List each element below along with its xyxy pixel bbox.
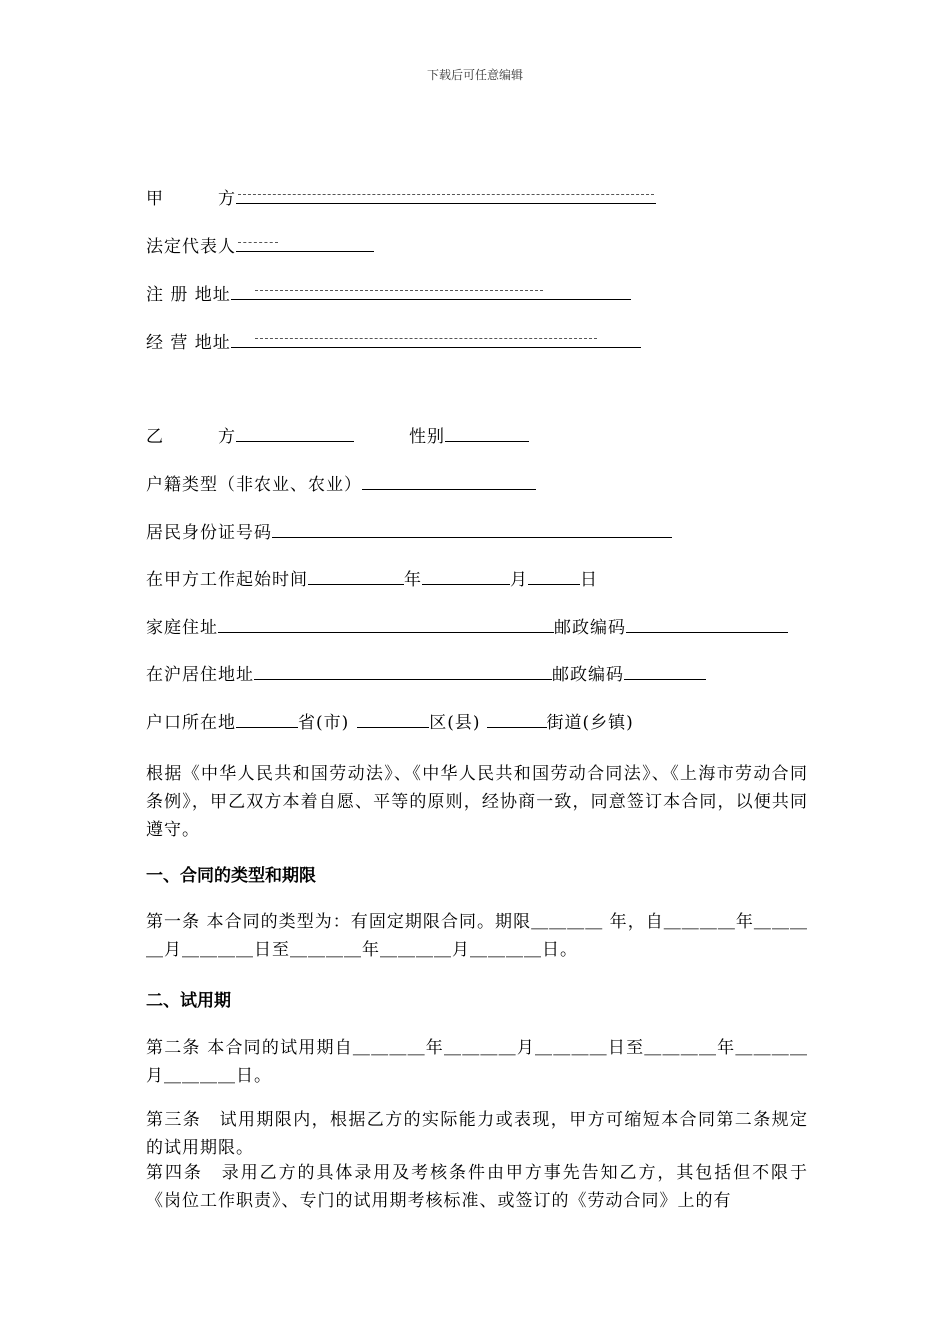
year-label: 年	[404, 570, 422, 590]
intro-paragraph: 根据《中华人民共和国劳动法》、《中华人民共和国劳动合同法》、《上海市劳动合同条例》，甲乙双方本着自愿、平等的原则，经协商一致，同意签订本合同，以便共同遵守。	[146, 764, 808, 840]
sh-addr-row	[146, 660, 706, 685]
legal-rep-label: 法定代表人	[146, 237, 236, 257]
party-b-field[interactable]	[236, 425, 354, 442]
start-time-label: 在甲方工作起始时间	[146, 570, 308, 590]
gender-field[interactable]	[445, 425, 529, 442]
header-note: 下载后可任意编辑	[426, 68, 523, 82]
hukou-loc-row	[146, 708, 634, 733]
month-label: 月	[510, 570, 528, 590]
hukou-type-row	[146, 470, 536, 495]
article-3: 第三条 试用期限内，根据乙方的实际能力或表现，甲方可缩短本合同第二条规定的试用期限。	[146, 1110, 808, 1158]
party-b-row	[146, 422, 529, 447]
id-no-row	[146, 518, 672, 543]
party-a-field[interactable]	[236, 187, 656, 204]
article-2: 第二条 本合同的试用期自＿＿＿＿年＿＿＿＿月＿＿＿＿日至＿＿＿＿年＿＿＿＿月＿＿＿＿日。	[146, 1038, 808, 1086]
biz-addr-field[interactable]	[231, 331, 641, 348]
home-addr-row	[146, 613, 788, 638]
district-label: 区(县)	[429, 713, 481, 733]
article-1: 第一条 本合同的类型为：有固定期限合同。期限＿＿＿＿ 年，自＿＿＿＿年＿＿＿＿月＿＿＿＿日至＿＿＿＿年＿＿＿＿月＿＿＿＿日。	[146, 912, 808, 960]
legal-rep-row	[146, 232, 374, 257]
district-field[interactable]	[357, 711, 429, 728]
street-label: 街道(乡镇)	[546, 713, 634, 733]
id-no-label: 居民身份证号码	[146, 523, 272, 543]
day-label: 日	[580, 570, 598, 590]
start-month-field[interactable]	[422, 568, 510, 585]
start-year-field[interactable]	[308, 568, 404, 585]
hukou-loc-label: 户口所在地	[146, 713, 236, 733]
id-no-field[interactable]	[272, 521, 672, 538]
reg-addr-label: 注 册 地址	[146, 285, 231, 305]
party-b-label: 乙 方	[146, 427, 236, 447]
reg-addr-field[interactable]	[231, 283, 631, 300]
postcode2-field[interactable]	[624, 663, 706, 680]
gender-label: 性别	[409, 427, 445, 447]
postcode2-label: 邮政编码	[552, 665, 624, 685]
hukou-type-label: 户籍类型（非农业、农业）	[146, 475, 362, 495]
province-field[interactable]	[236, 711, 298, 728]
biz-addr-label: 经 营 地址	[146, 333, 231, 353]
party-a-label: 甲 方	[146, 189, 236, 209]
home-addr-field[interactable]	[218, 616, 554, 633]
legal-rep-field[interactable]	[236, 235, 374, 252]
start-day-field[interactable]	[528, 568, 580, 585]
home-addr-label: 家庭住址	[146, 618, 218, 638]
postcode-field[interactable]	[626, 616, 788, 633]
biz-addr-row	[146, 328, 641, 353]
reg-addr-row	[146, 280, 631, 305]
hukou-type-field[interactable]	[362, 473, 536, 490]
party-a-row	[146, 184, 656, 209]
province-label: 省(市)	[298, 713, 350, 733]
start-time-row	[146, 565, 598, 590]
sh-addr-label: 在沪居住地址	[146, 665, 254, 685]
street-field[interactable]	[487, 711, 547, 728]
section-2-title: 二、试用期	[146, 991, 231, 1011]
sh-addr-field[interactable]	[254, 663, 552, 680]
article-4: 第四条 录用乙方的具体录用及考核条件由甲方事先告知乙方，其包括但不限于《岗位工作职责》、专门的试用期考核标准、或签订的《劳动合同》上的有	[146, 1163, 808, 1211]
postcode-label: 邮政编码	[554, 618, 626, 638]
section-1-title: 一、合同的类型和期限	[146, 866, 316, 886]
